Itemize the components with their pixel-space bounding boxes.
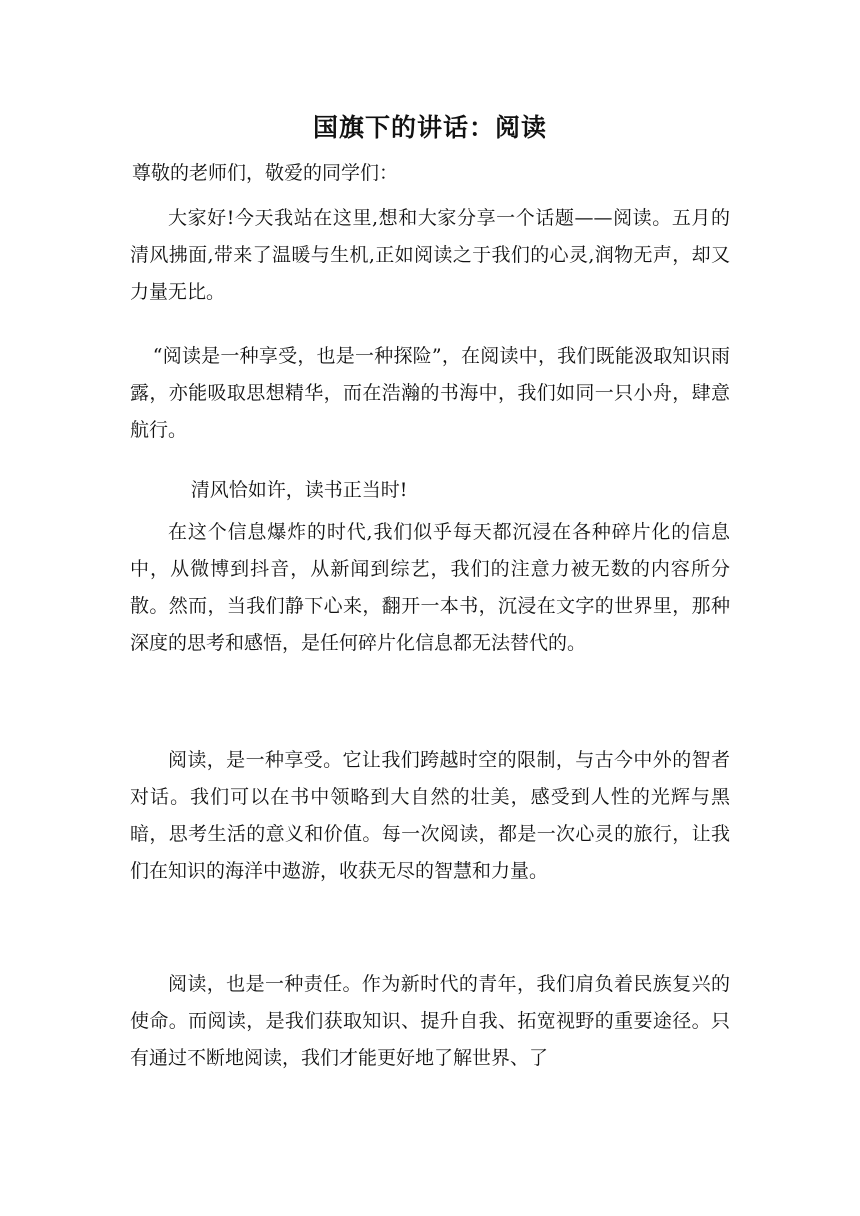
paragraph-intro: 大家好!今天我站在这里,想和大家分享一个话题——阅读。五月的清风拂面,带来了温暖与生机,正如阅读之于我们的心灵,润物无声，却又力量无比。: [130, 207, 730, 303]
paragraph-motto: 清风恰如许，读书正当时!: [190, 479, 408, 501]
page-title: 国旗下的讲话：阅读: [312, 113, 547, 142]
paragraph-quote: “阅读是一种享受，也是一种探险”，在阅读中，我们既能汲取知识雨露，亦能吸取思想精华，而在浩瀚的书海中，我们如同一只小舟，肆意航行。: [130, 345, 730, 441]
paragraph-information-age: 在这个信息爆炸的时代,我们似乎每天都沉浸在各种碎片化的信息中，从微博到抖音，从新闻到综艺，我们的注意力被无数的内容所分散。然而，当我们静下心来，翻开一本书，沉浸在文字的世界里，那种深度的思考和感悟，是任何碎片化信息都无法替代的。: [130, 521, 730, 654]
greeting-line: 尊敬的老师们，敬爱的同学们：: [132, 162, 399, 184]
paragraph-reading-enjoyment: 阅读，是一种享受。它让我们跨越时空的限制，与古今中外的智者对话。我们可以在书中领略到大自然的壮美，感受到人性的光辉与黑暗，思考生活的意义和价值。每一次阅读，都是一次心灵的旅行，让我们在知识的海洋中遨游，收获无尽的智慧和力量。: [130, 749, 730, 882]
paragraph-reading-responsibility: 阅读，也是一种责任。作为新时代的青年，我们肩负着民族复兴的使命。而阅读，是我们获取知识、提升自我、拓宽视野的重要途径。只有通过不断地阅读，我们才能更好地了解世界、了: [130, 973, 730, 1069]
